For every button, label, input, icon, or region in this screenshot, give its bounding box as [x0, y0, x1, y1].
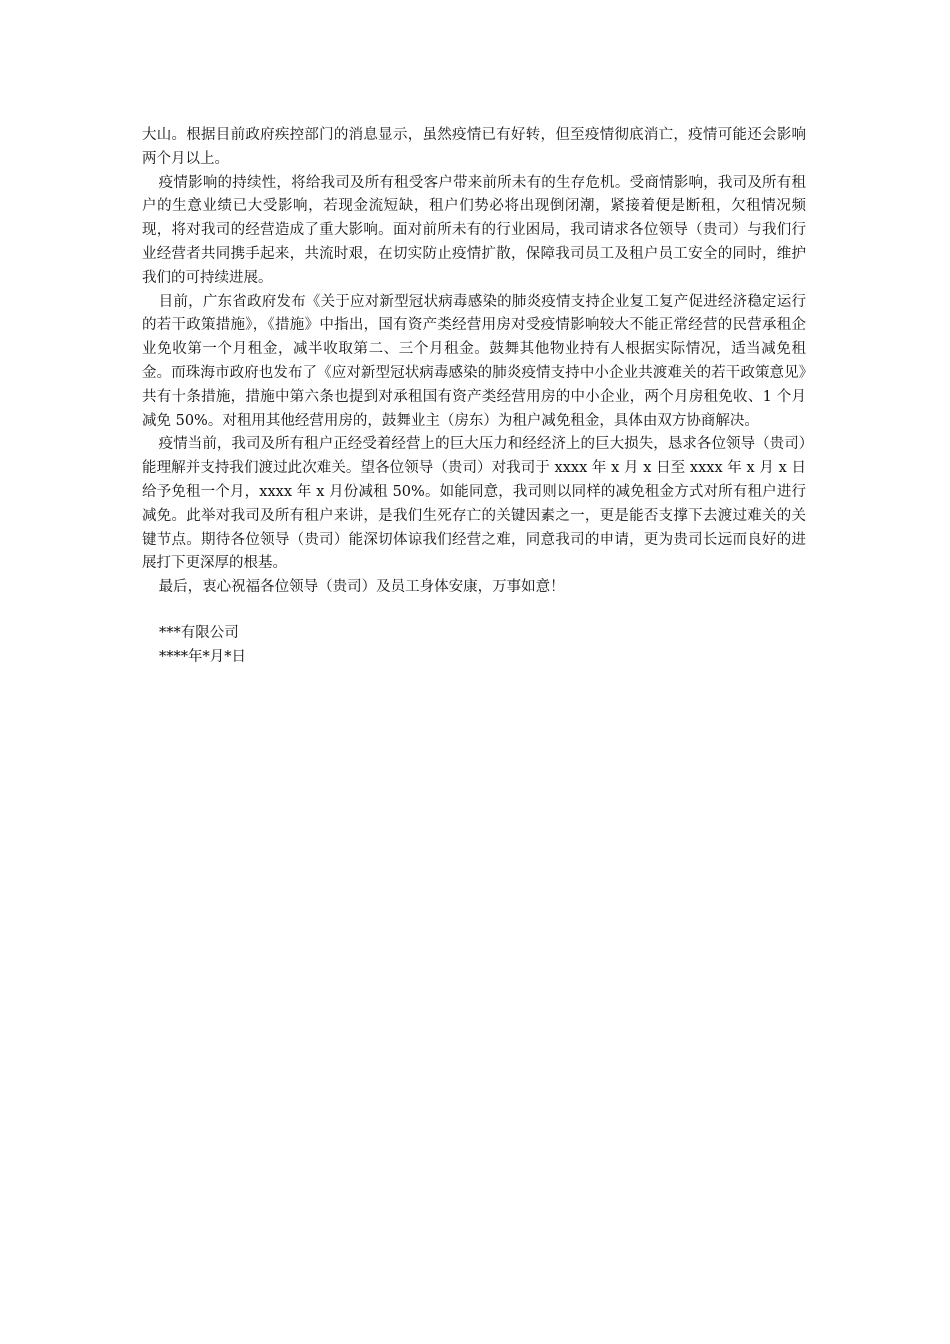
- letter-body: [142, 124, 806, 670]
- paragraph-continuation: 大山。根据目前政府疾控部门的消息显示，虽然疫情已有好转，但至疫情彻底消亡，疫情可能还会影响两个月以上。: [142, 127, 806, 167]
- signature-date: ****年*月*日: [159, 648, 246, 665]
- paragraph-policy: 目前，广东省政府发布《关于应对新型冠状病毒感染的肺炎疫情支持企业复工复产促进经济稳定运行的若干政策措施》，《措施》中指出，国有资产类经营用房对受疫情影响较大不能正常经营的民营承租企业免收第一个月租金，减半收取第二、三个月租金。鼓舞其他物业持有人根据实际情况，适当减免租金。而珠海市政府也发布了《应对新型冠状病毒感染的肺炎疫情支持中小企业共渡难关的若干政策意见》共有十条措施，措施中第六条也提到对承租国有资产类经营用房的中小企业，两个月房租免收、1 个月减免 50%。对租用其他经营用房的，鼓舞业主（房东）为租户减免租金，具体由双方协商解决。: [142, 293, 806, 429]
- paragraph-closing: 最后，衷心祝福各位领导（贵司）及员工身体安康，万事如意！: [158, 579, 565, 596]
- paragraph-request: 疫情当前，我司及所有租户正经受着经营上的巨大压力和经经济上的巨大损失，恳求各位领导（贵司）能理解并支持我们渡过此次难关。望各位领导（贵司）对我司于 xxxx 年 x 月 x 日至 xxxx 年 x 月 x 日给予免租一个月，xxxx 年 x 月份减租 50%。如能同意，我司则以同样的减免租金方式对所有租户进行减免。此举对我司及所有租户来讲，是我们生死存亡的关键因素之一，更是能否支撑下去渡过难关的关键节点。期待各位领导（贵司）能深切体谅我们经营之难，同意我司的申请，更为贵司长远而良好的进展打下更深厚的根基。: [142, 436, 806, 572]
- signature-company: ***有限公司: [159, 624, 239, 641]
- paragraph-impact: 疫情影响的持续性，将给我司及所有租受客户带来前所未有的生存危机。受商情影响，我司及所有租户的生意业绩已大受影响，若现金流短缺，租户们势必将出现倒闭潮，紧接着便是断租，欠租情况频现，将对我司的经营造成了重大影响。面对前所未有的行业困局，我司请求各位领导（贵司）与我们行业经营者共同携手起来，共流时艰，在切实防止疫情扩散，保障我司员工及租户员工安全的同时，维护我们的可持续进展。: [142, 174, 806, 286]
- signature-block: [142, 622, 806, 670]
